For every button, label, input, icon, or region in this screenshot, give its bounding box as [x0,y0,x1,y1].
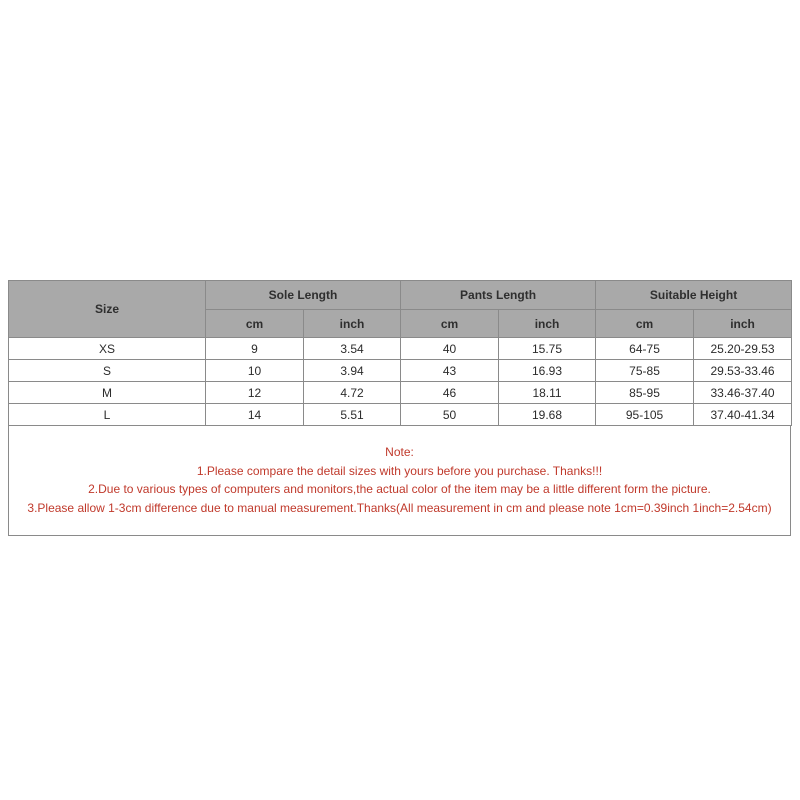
note-line-2: 2.Due to various types of computers and monitors,the actual color of the item may be a little different form the picture. [88,482,711,496]
unit-header: inch [304,310,401,338]
table-cell: 33.46-37.40 [694,382,792,404]
table-cell: 18.11 [499,382,596,404]
table-cell: 3.54 [304,338,401,360]
table-cell: 5.51 [304,404,401,426]
unit-header: inch [499,310,596,338]
table-cell: 85-95 [596,382,694,404]
table-cell: 75-85 [596,360,694,382]
note-box [8,426,791,536]
size-cell: M [9,382,206,404]
header-row-groups [9,281,792,310]
table-cell: 3.94 [304,360,401,382]
unit-header: inch [694,310,792,338]
table-cell: 64-75 [596,338,694,360]
table-cell: 50 [401,404,499,426]
table-row [9,404,792,426]
table-cell: 43 [401,360,499,382]
note-title: Note: [385,445,414,459]
size-cell: XS [9,338,206,360]
table-cell: 46 [401,382,499,404]
table-cell: 10 [206,360,304,382]
unit-header: cm [401,310,499,338]
sole-length-header: Sole Length [206,281,401,310]
size-cell: L [9,404,206,426]
note-line-1: 1.Please compare the detail sizes with yours before you purchase. Thanks!!! [196,463,603,478]
table-row [9,338,792,360]
table-cell: 15.75 [499,338,596,360]
table-cell: 29.53-33.46 [694,360,792,382]
table-cell: 19.68 [499,404,596,426]
table-cell: 9 [206,338,304,360]
pants-length-header: Pants Length [401,281,596,310]
table-cell: 4.72 [304,382,401,404]
table-cell: 14 [206,404,304,426]
table-cell: 40 [401,338,499,360]
unit-header: cm [206,310,304,338]
suitable-height-header: Suitable Height [596,281,792,310]
size-table [8,280,792,426]
unit-header: cm [596,310,694,338]
table-row [9,382,792,404]
table-cell: 25.20-29.53 [694,338,792,360]
table-cell: 95-105 [596,404,694,426]
table-cell: 12 [206,382,304,404]
table-cell: 37.40-41.34 [694,404,792,426]
note-line-3: 3.Please allow 1-3cm difference due to manual measurement.Thanks(All measurement in cm and please note 1cm=0.39inch 1inch=2.54cm) [27,500,772,515]
table-cell: 16.93 [499,360,596,382]
table-row [9,360,792,382]
size-column-header: Size [9,281,206,338]
size-cell: S [9,360,206,382]
size-chart [8,280,791,536]
